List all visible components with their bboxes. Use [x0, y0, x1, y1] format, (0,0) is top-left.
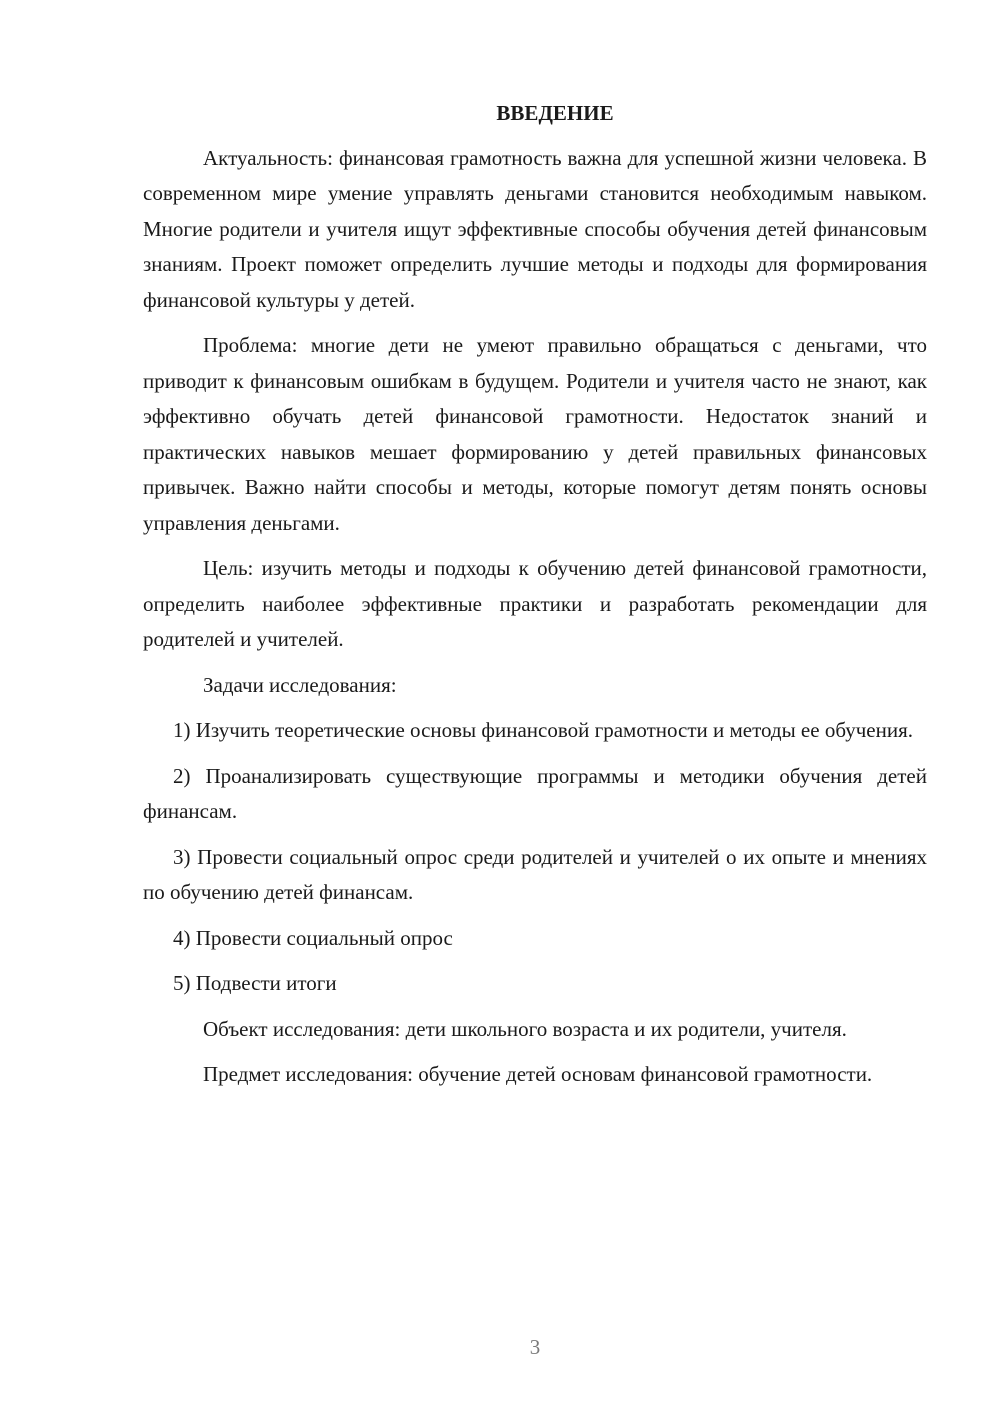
paragraph-tasks-intro: Задачи исследования: — [203, 672, 397, 697]
paragraph-problem: Проблема: многие дети не умеют правильно обращаться с деньгами, что приводит к финансовым ошибкам в будущем. Родители и учителя часто не знают, как эффективно обучать детей финансовой грамотности. Недостаток знаний и практических навыков мешает формированию у детей правильных финансовых привычек. Важно найти способы и методы, которые помогут детям понять основы управления деньгами. — [143, 333, 927, 535]
page-number: 3 — [529, 1335, 541, 1359]
list-item: 3) Провести социальный опрос среди родителей и учителей о их опыте и мнениях по обучению детей финансам. — [143, 844, 927, 904]
list-item: 5) Подвести итоги — [173, 971, 337, 995]
paragraph-relevance: Актуальность: финансовая грамотность важна для успешной жизни человека. В современном мире умение управлять деньгами становится необходимым навыком. Многие родители и учителя ищут эффективные способы обучения детей финансовым знаниям. Проект поможет определить лучшие методы и подходы для формирования финансовой культуры у детей. — [143, 145, 927, 312]
page-title: ВВЕДЕНИЕ — [496, 101, 614, 125]
list-item: 2) Проанализировать существующие программы и методики обучения детей финансам. — [143, 763, 927, 823]
list-item: 4) Провести социальный опрос — [173, 925, 453, 950]
tasks-list — [143, 713, 927, 1002]
paragraph-object: Объект исследования: дети школьного возраста и их родители, учителя. — [203, 1016, 847, 1041]
list-item: 1) Изучить теоретические основы финансовой грамотности и методы ее обучения. — [173, 718, 913, 742]
paragraph-goal: Цель: изучить методы и подходы к обучению детей финансовой грамотности, определить наиболее эффективные практики и разработать рекомендации для родителей и учителей. — [143, 556, 927, 651]
paragraph-subject: Предмет исследования: обучение детей основам финансовой грамотности. — [203, 1062, 873, 1086]
